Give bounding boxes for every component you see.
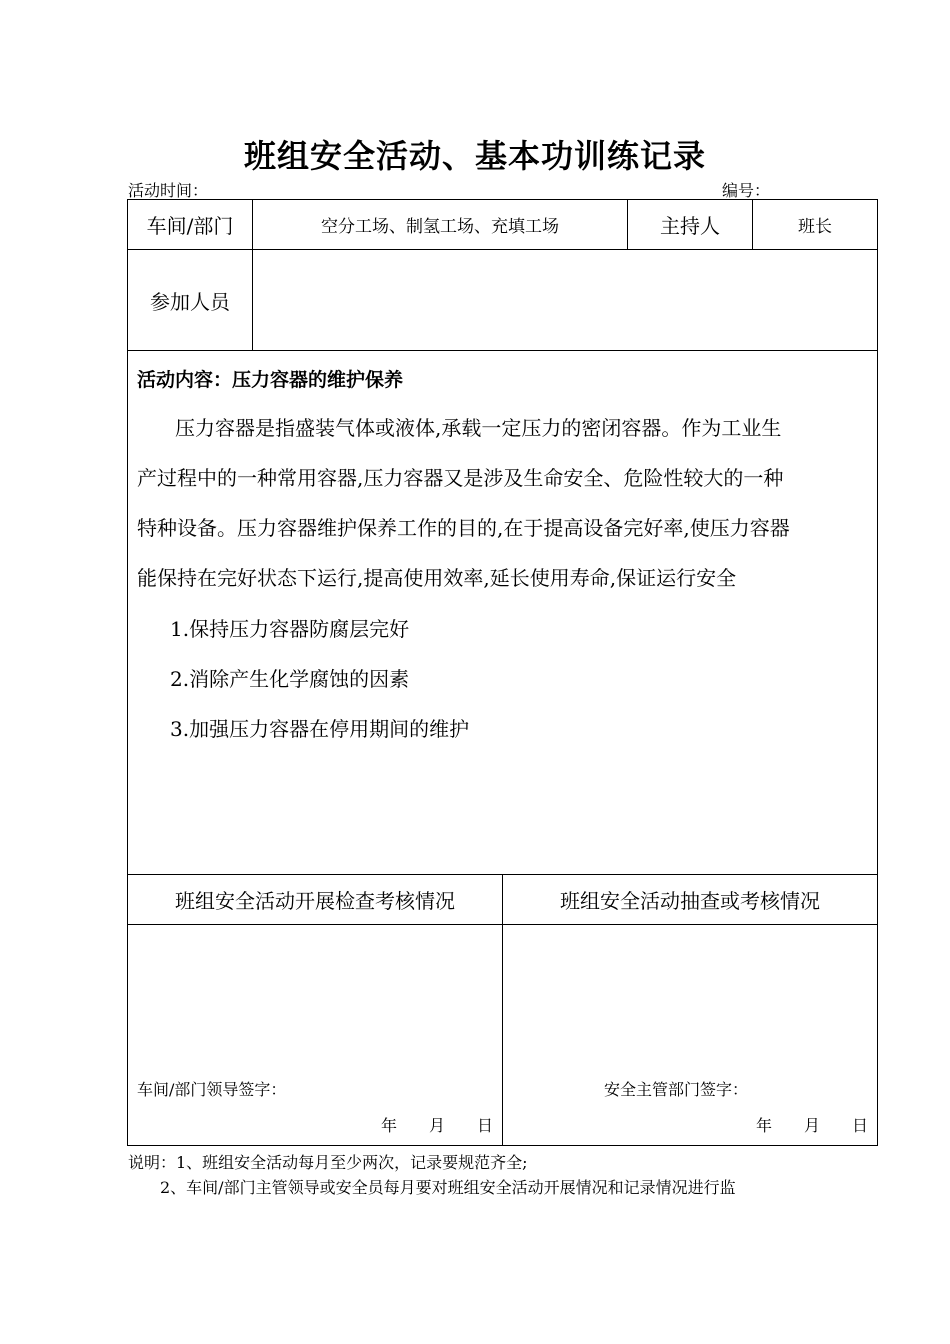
left-day-label: 日 xyxy=(477,1116,494,1135)
activity-time-label: 活动时间： xyxy=(128,181,209,200)
dept-leader-sign-label: 车间/部门领导签字： xyxy=(137,1080,287,1099)
content-list-item: 2.消除产生化学腐蚀的因素 xyxy=(170,667,410,691)
content-list-item: 3.加强压力容器在停用期间的维护 xyxy=(170,717,470,741)
table-line xyxy=(877,199,878,1145)
check-left-header: 班组安全活动开展检查考核情况 xyxy=(175,889,455,913)
record-number-label: 编号： xyxy=(722,181,771,200)
left-month-label: 月 xyxy=(429,1116,446,1135)
dept-value: 空分工场、制氢工场、充填工场 xyxy=(321,217,559,237)
content-list-item: 1.保持压力容器防腐层完好 xyxy=(170,617,410,641)
page-title: 班组安全活动、基本功训练记录 xyxy=(243,137,706,175)
content-paragraph-line: 压力容器是指盛装气体或液体,承载一定压力的密闭容器。作为工业生 xyxy=(175,416,782,440)
content-paragraph-line: 能保持在完好状态下运行,提高使用效率,延长使用寿命,保证运行安全 xyxy=(137,566,737,590)
dept-label: 车间/部门 xyxy=(146,214,234,238)
host-label: 主持人 xyxy=(660,214,720,238)
note-line-2: 2、车间/部门主管领导或安全员每月要对班组安全活动开展情况和记录情况进行监 xyxy=(160,1178,736,1197)
left-year-label: 年 xyxy=(381,1116,398,1135)
right-month-label: 月 xyxy=(804,1116,821,1135)
check-right-header: 班组安全活动抽查或考核情况 xyxy=(560,889,820,913)
table-line xyxy=(127,350,878,351)
participants-value xyxy=(253,250,877,350)
content-paragraph-line: 产过程中的一种常用容器,压力容器又是涉及生命安全、危险性较大的一种 xyxy=(137,466,784,490)
note-line-1: 说明：1、班组安全活动每月至少两次，记录要规范齐全; xyxy=(128,1153,528,1172)
content-paragraph-line: 特种设备。压力容器维护保养工作的目的,在于提高设备完好率,使压力容器 xyxy=(137,516,790,540)
participants-label: 参加人员 xyxy=(150,289,230,314)
right-year-label: 年 xyxy=(756,1116,773,1135)
right-day-label: 日 xyxy=(852,1116,869,1135)
table-line xyxy=(127,1145,878,1146)
host-value: 班长 xyxy=(798,217,832,237)
safety-dept-sign-label: 安全主管部门签字： xyxy=(604,1080,749,1099)
content-heading: 活动内容：压力容器的维护保养 xyxy=(137,369,404,391)
